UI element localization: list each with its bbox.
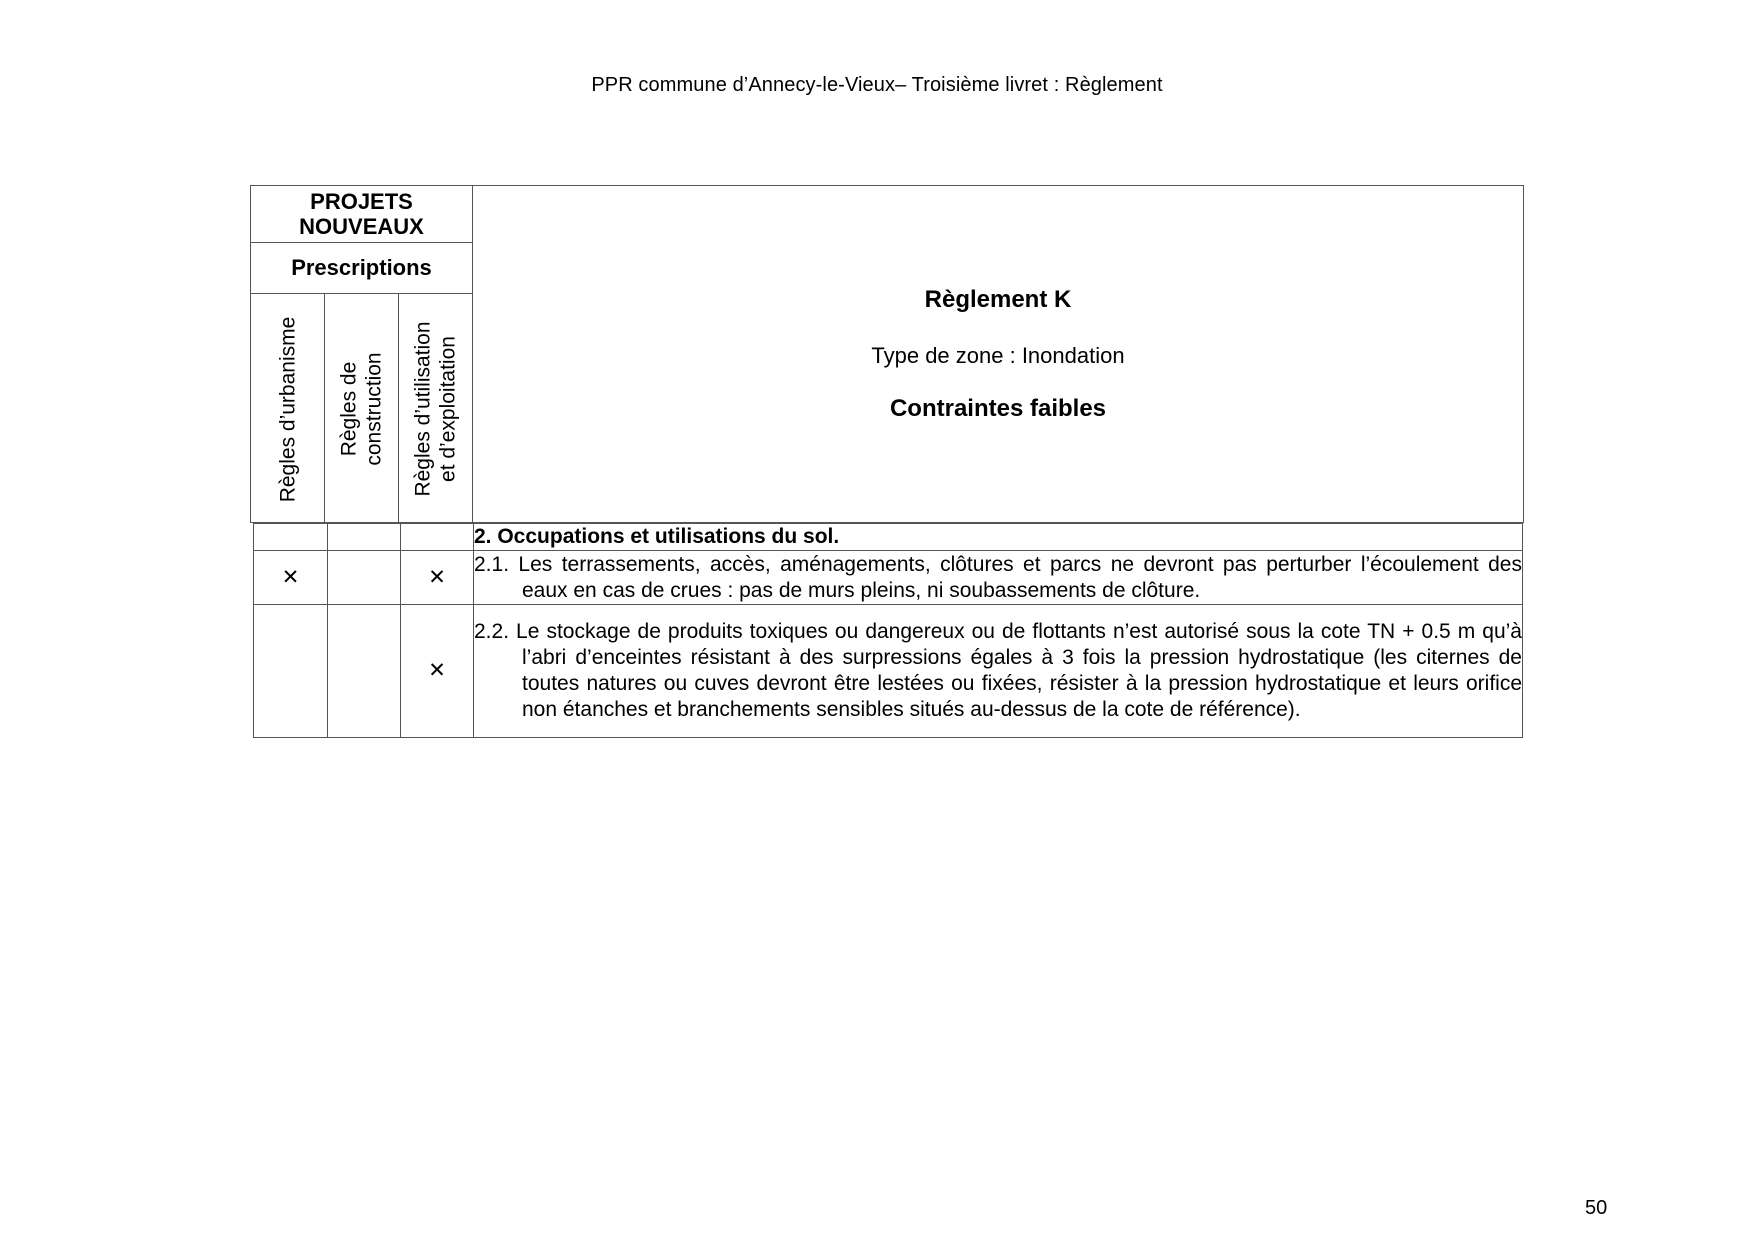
- page-number: 50: [1585, 1197, 1608, 1219]
- urbanisme-mark: ✕: [254, 551, 328, 605]
- empty-cell: [401, 524, 474, 551]
- rules-table: [253, 523, 1523, 738]
- rule-text-cell: [474, 551, 1523, 605]
- regulation-title-area: [473, 186, 1523, 522]
- section-row: [254, 524, 1523, 551]
- regulation-header-block: [250, 185, 1524, 523]
- utilisation-label-line2: et d’exploitation: [436, 336, 460, 482]
- section-title: 2. Occupations et utilisations du sol.: [474, 524, 1523, 551]
- rule-text: 2.1. Les terrassements, accès, aménagements, clôtures et parcs ne devront pas perturber l’écoulement des eaux en cas de crues : pas de murs pleins, ni soubassements de clôture.: [474, 552, 1522, 602]
- rule-text-cell: [474, 605, 1523, 738]
- utilisation-mark: ✕: [401, 551, 474, 605]
- urbanisme-mark: [254, 605, 328, 738]
- table-row: [254, 551, 1523, 605]
- page-header: PPR commune d’Annecy-le-Vieux– Troisième livret : Règlement: [591, 74, 1163, 96]
- column-header-construction: [325, 294, 399, 524]
- projets-nouveaux-label: PROJETS NOUVEAUX: [251, 186, 472, 243]
- column-header-utilisation: [399, 294, 472, 524]
- constraints-level: Contraintes faibles: [889, 395, 1107, 422]
- zone-type: Type de zone : Inondation: [871, 343, 1125, 368]
- prescriptions-label: Prescriptions: [251, 243, 472, 294]
- construction-label-line2: construction: [362, 352, 386, 466]
- construction-mark: [328, 605, 401, 738]
- reglement-title: Règlement K: [924, 286, 1072, 313]
- rule-text: 2.2. Le stockage de produits toxiques ou dangereux ou de flottants n’est autorisé sous la cote TN + 0.5 m qu’à l’abri d’enceintes résistant à des surpressions égales à 3 fois la pression hydrostatique (les citernes de toutes natures ou cuves devront être lestées ou fixées, résister à la pression hydrostatique et leurs orifice non étanches et branchements sensibles situés au-dessus de la cote de référence).: [474, 620, 1522, 721]
- utilisation-mark: ✕: [401, 605, 474, 738]
- construction-mark: [328, 551, 401, 605]
- empty-cell: [254, 524, 328, 551]
- utilisation-label-line1: Règles d’utilisation: [411, 321, 435, 497]
- urbanisme-label: Règles d’urbanisme: [276, 316, 300, 502]
- prescriptions-header: [251, 186, 473, 522]
- column-header-urbanisme: [251, 294, 325, 524]
- construction-label-line1: Règles de: [337, 361, 361, 457]
- empty-cell: [328, 524, 401, 551]
- table-row: [254, 605, 1523, 738]
